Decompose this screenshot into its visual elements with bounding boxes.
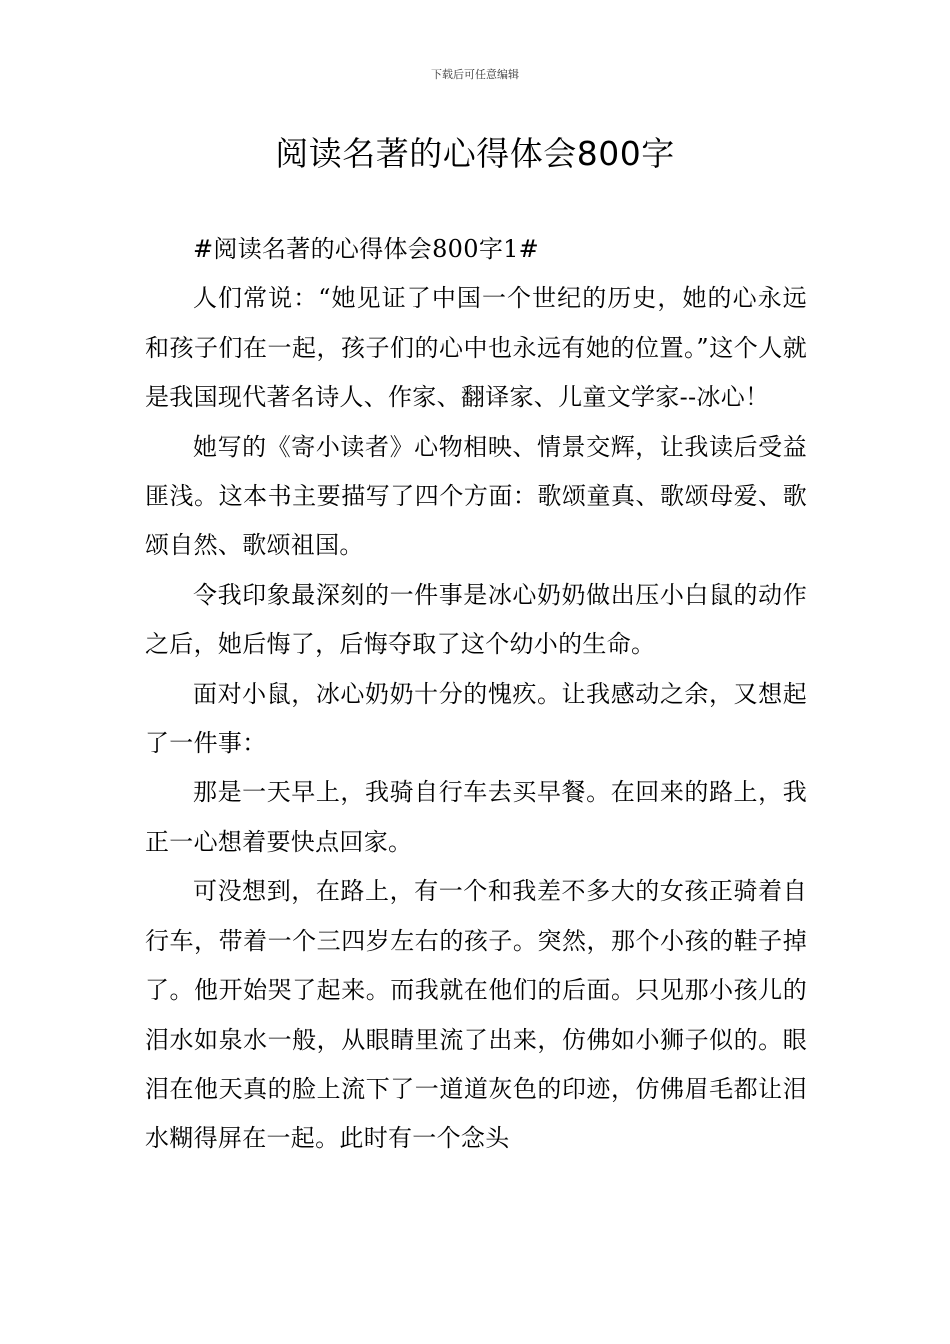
header-note: 下载后可任意编辑 xyxy=(431,68,519,81)
paragraph: 她写的《寄小读者》心物相映、情景交辉，让我读后受益匪浅。这本书主要描写了四个方面：歌颂童真、歌颂母爱、歌颂自然、歌颂祖国。 xyxy=(145,432,807,560)
document-body xyxy=(145,225,807,1164)
paragraph: 可没想到，在路上，有一个和我差不多大的女孩正骑着自行车，带着一个三四岁左右的孩子。突然，那个小孩的鞋子掉了。他开始哭了起来。而我就在他们的后面。只见那小孩儿的泪水如泉水一般，从眼睛里流了出来，仿佛如小狮子似的。眼泪在他天真的脸上流下了一道道灰色的印迹，仿佛眉毛都让泪水糊得屏在一起。此时有一个念头 xyxy=(145,877,807,1153)
section-heading: #阅读名著的心得体会800字1# xyxy=(193,235,540,263)
paragraph: 面对小鼠，冰心奶奶十分的愧疚。让我感动之余，又想起了一件事： xyxy=(145,679,807,758)
paragraph: 令我印象最深刻的一件事是冰心奶奶做出压小白鼠的动作之后，她后悔了，后悔夺取了这个幼小的生命。 xyxy=(145,580,807,659)
paragraph: 人们常说：“她见证了中国一个世纪的历史，她的心永远和孩子们在一起，孩子们的心中也永远有她的位置。”这个人就是我国现代著名诗人、作家、翻译家、儿童文学家--冰心！ xyxy=(145,284,807,412)
document-title: 阅读名著的心得体会800字 xyxy=(275,134,675,173)
paragraph: 那是一天早上，我骑自行车去买早餐。在回来的路上，我正一心想着要快点回家。 xyxy=(145,778,807,856)
